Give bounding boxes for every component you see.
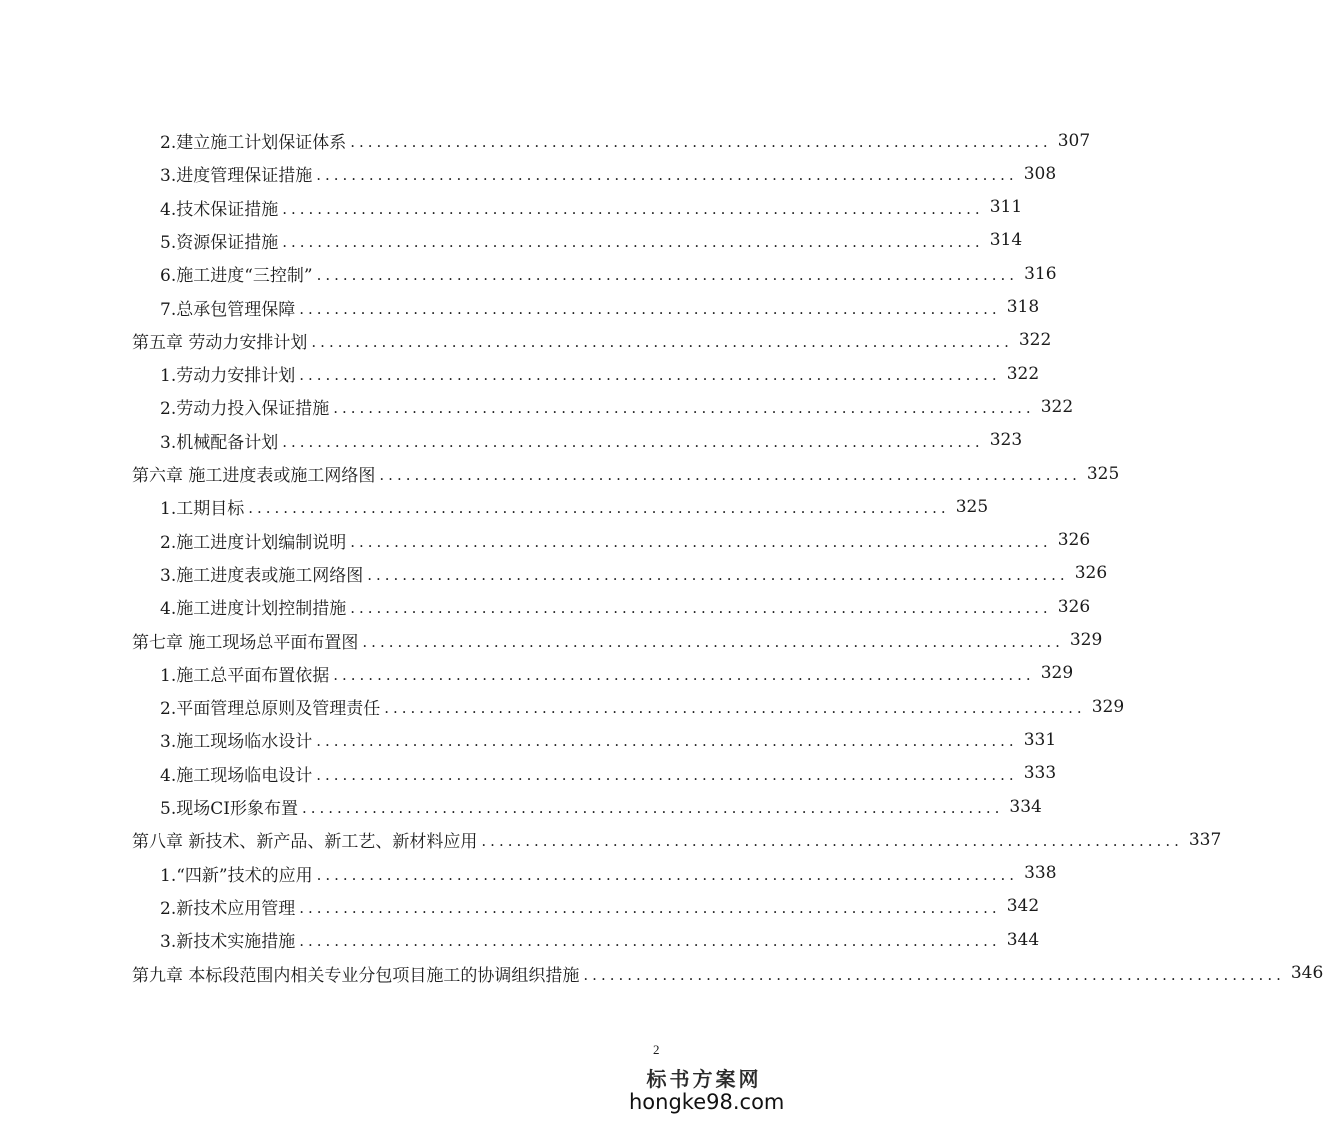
toc-entry-page: 308	[1023, 163, 1057, 184]
toc-leader-dots: ................................................................................	[481, 832, 1183, 851]
toc-leader-dots: ................................................................................	[299, 898, 1001, 917]
toc-entry-page: 331	[1023, 729, 1057, 750]
toc-leader-dots: ................................................................................	[583, 965, 1285, 984]
toc-entry-title: 1.“四新”技术的应用	[160, 865, 313, 886]
toc-entry-title: 1.工期目标	[160, 499, 245, 520]
toc-item-row	[160, 657, 1074, 690]
toc-entry-page: 322	[1040, 396, 1074, 417]
toc-entry-page: 334	[1009, 796, 1042, 817]
toc-item-row	[160, 923, 1040, 956]
toc-entry-page: 329	[1091, 696, 1125, 717]
toc-leader-dots: ................................................................................	[350, 599, 1052, 618]
toc-entry-page: 326	[1057, 596, 1091, 617]
toc-leader-dots: ................................................................................	[299, 366, 1001, 385]
toc-leader-dots: ................................................................................	[316, 166, 1018, 185]
toc-entry-page: 338	[1024, 863, 1057, 884]
toc-item-row	[160, 757, 1057, 790]
toc-entry-title: 5.资源保证措施	[160, 232, 279, 253]
toc-entry-page: 342	[1006, 896, 1040, 917]
toc-entry-title: 3.机械配备计划	[160, 432, 279, 453]
toc-item-row	[160, 157, 1057, 190]
toc-item-row	[160, 357, 1040, 390]
toc-item-row	[160, 490, 989, 523]
toc-entry-title: 3.进度管理保证措施	[160, 166, 313, 187]
toc-entry-page: 325	[1086, 463, 1120, 484]
toc-entry-title: 4.施工现场临电设计	[160, 765, 313, 786]
page-number: 2	[653, 1042, 660, 1057]
toc-entry-page: 329	[1069, 630, 1103, 650]
toc-item-row	[160, 790, 1042, 823]
toc-chapter-row	[132, 823, 1222, 856]
toc-entry-page: 316	[1024, 263, 1057, 284]
toc-entry-title: 5.现场CI形象布置	[160, 799, 298, 819]
toc-entry-page: 323	[989, 430, 1023, 451]
toc-entry-title: 第九章 本标段范围内相关专业分包项目施工的协调组织措施	[132, 965, 580, 986]
toc-leader-dots: ................................................................................	[282, 432, 984, 451]
toc-entry-page: 346	[1290, 963, 1323, 983]
toc-leader-dots: ................................................................................	[362, 632, 1064, 651]
toc-entry-title: 2.施工进度计划编制说明	[160, 532, 347, 553]
toc-leader-dots: ................................................................................	[379, 466, 1081, 484]
toc-leader-dots: ................................................................................	[384, 699, 1086, 718]
toc-item-row	[160, 257, 1057, 290]
toc-entry-page: 307	[1057, 130, 1091, 151]
toc-item-row	[160, 723, 1057, 756]
toc-leader-dots: ................................................................................	[301, 799, 1004, 817]
toc-leader-dots: ................................................................................	[316, 266, 1019, 285]
toc-entry-page: 314	[989, 230, 1023, 251]
toc-entry-page: 337	[1188, 829, 1222, 850]
toc-entry-page: 326	[1057, 530, 1091, 551]
toc-leader-dots: ................................................................................	[311, 332, 1013, 351]
toc-entry-title: 2.平面管理总原则及管理责任	[160, 699, 381, 720]
toc-item-row	[160, 291, 1040, 324]
toc-entry-page: 311	[989, 197, 1023, 218]
toc-entry-title: 第八章 新技术、新产品、新工艺、新材料应用	[132, 832, 478, 853]
toc-entry-title: 6.施工进度“三控制”	[160, 266, 313, 287]
toc-leader-dots: ................................................................................	[299, 299, 1001, 318]
toc-item-row	[160, 124, 1091, 157]
toc-item-row	[160, 557, 1108, 590]
toc-leader-dots: ................................................................................	[282, 232, 984, 251]
toc-entry-page: 344	[1006, 929, 1040, 950]
toc-entry-page: 329	[1040, 663, 1074, 684]
toc-chapter-row	[132, 624, 1103, 657]
toc-leader-dots: ................................................................................	[333, 665, 1035, 684]
toc-item-row	[160, 690, 1125, 723]
watermark-url: hongke98.com	[629, 1090, 785, 1114]
toc-entry-page: 322	[1006, 363, 1040, 384]
toc-entry-page: 325	[955, 496, 989, 517]
toc-entry-page: 318	[1006, 297, 1040, 317]
toc-entry-title: 1.施工总平面布置依据	[160, 665, 330, 686]
toc-entry-title: 第七章 施工现场总平面布置图	[132, 632, 359, 653]
toc-leader-dots: ................................................................................	[333, 399, 1035, 418]
toc-leader-dots: ................................................................................	[316, 765, 1018, 784]
toc-entry-title: 第六章 施工进度表或施工网络图	[132, 466, 376, 486]
toc-entry-title: 3.施工现场临水设计	[160, 732, 313, 753]
toc-entry-title: 4.技术保证措施	[160, 199, 279, 220]
toc-leader-dots: ................................................................................	[248, 499, 950, 518]
watermark	[629, 1063, 785, 1114]
toc-entry-title: 7.总承包管理保障	[160, 299, 296, 320]
toc-entry-title: 4.施工进度计划控制措施	[160, 599, 347, 620]
toc-item-row	[160, 524, 1091, 557]
toc-leader-dots: ................................................................................	[299, 932, 1001, 951]
toc-item-row	[160, 191, 1023, 224]
watermark-brand: 标书方案网	[646, 1067, 762, 1091]
toc-entry-title: 1.劳动力安排计划	[160, 366, 296, 387]
toc-entry-title: 2.劳动力投入保证措施	[160, 399, 330, 420]
toc-entry-title: 2.新技术应用管理	[160, 898, 296, 919]
toc-leader-dots: ................................................................................	[316, 865, 1019, 884]
toc-chapter-row	[132, 457, 1120, 490]
toc-entry-title: 3.新技术实施措施	[160, 932, 296, 953]
toc-entry-title: 第五章 劳动力安排计划	[132, 332, 308, 353]
toc-leader-dots: ................................................................................	[316, 732, 1018, 751]
toc-leader-dots: ................................................................................	[350, 532, 1052, 551]
toc-leader-dots: ................................................................................	[367, 565, 1069, 584]
toc-entry-page: 326	[1074, 563, 1108, 584]
toc-item-row	[160, 224, 1023, 257]
toc-entry-page: 322	[1018, 330, 1052, 351]
toc-leader-dots: ................................................................................	[350, 133, 1052, 151]
toc-item-row	[160, 857, 1057, 890]
toc-chapter-row	[132, 324, 1052, 357]
toc-chapter-row	[132, 957, 1323, 990]
toc-item-row	[160, 890, 1040, 923]
toc-entry-title: 2.建立施工计划保证体系	[160, 133, 347, 153]
toc-item-row	[160, 390, 1074, 423]
toc-entry-page: 333	[1023, 763, 1057, 784]
toc-entry-title: 3.施工进度表或施工网络图	[160, 565, 364, 586]
toc-item-row	[160, 590, 1091, 623]
toc-leader-dots: ................................................................................	[282, 199, 984, 218]
toc-item-row	[160, 424, 1023, 457]
